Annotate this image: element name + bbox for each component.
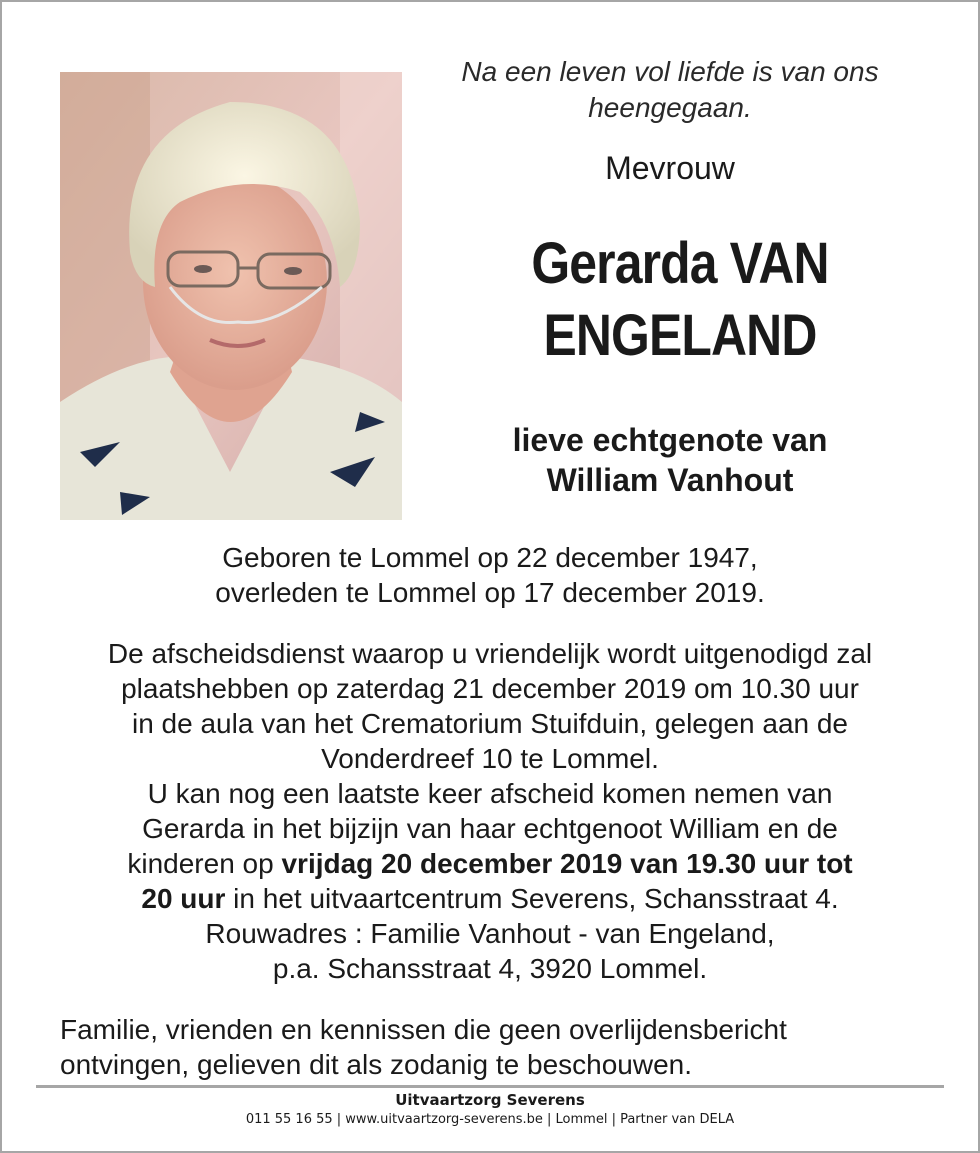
notice-text [60,1012,940,1082]
visit-end-bold: 20 uur [141,883,226,914]
died-line: overleden te Lommel op 17 december 2019. [215,577,765,608]
ceremony-line: U kan nog een laatste keer afscheid komen nemen van [147,778,833,809]
address-line: Rouwadres : Familie Vanhout - van Engeland, [205,918,775,949]
ceremony-line: Vonderdreef 10 te Lommel. [321,743,659,774]
deceased-name [456,228,903,372]
footer-title: Uitvaartzorg Severens [395,1091,585,1109]
visit-prefix: kinderen op [127,848,282,879]
ceremony-line: De afscheidsdienst waarop u vriendelijk wordt uitgenodigd zal [107,638,873,669]
ceremony-line: in de aula van het Crematorium Stuifduin, gelegen aan de [131,708,849,739]
visitation-line-2 [40,881,940,916]
name-line-2: ENGELAND [543,303,817,368]
birth-death-info [40,540,940,610]
intro-text: Na een leven vol liefde is van ons heengegaan. [461,56,879,123]
spouse-line-2: William Vanhout [546,462,794,498]
portrait-photo [60,72,402,520]
spouse-text [420,420,920,500]
footer-divider [36,1085,944,1088]
ceremony-info [40,636,940,986]
address-line: p.a. Schansstraat 4, 3920 Lommel. [272,953,708,984]
name-line-1: Gerarda VAN [531,231,829,296]
notice-line: Familie, vrienden en kennissen die geen overlijdensbericht [60,1014,787,1045]
notice-line: ontvingen, gelieven dit als zodanig te beschouwen. [60,1049,692,1080]
visitation-line [40,846,940,881]
ceremony-line: Gerarda in het bijzijn van haar echtgenoot William en de [142,813,838,844]
visit-date-bold: vrijdag 20 december 2019 van 19.30 uur tot [281,848,853,879]
visit-suffix: in het uitvaartcentrum Severens, Schansstraat 4. [225,883,839,914]
footer-info: 011 55 16 55 | www.uitvaartzorg-severens.be | Lommel | Partner van DELA [245,1112,735,1127]
spouse-line-1: lieve echtgenote van [512,422,828,458]
ceremony-line: plaatshebben op zaterdag 21 december 2019 om 10.30 uur [121,673,859,704]
salutation: Mevrouw [605,150,735,186]
born-line: Geboren te Lommel op 22 december 1947, [222,542,758,573]
